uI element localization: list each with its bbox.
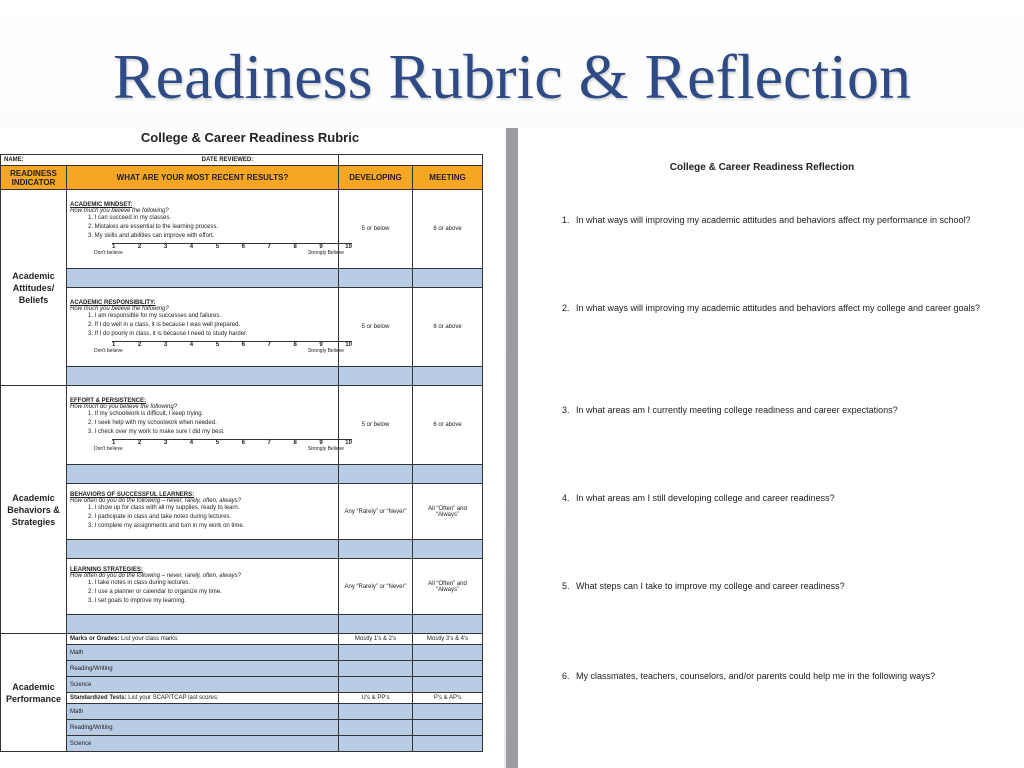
answer-cell[interactable]	[413, 704, 483, 720]
answer-cell[interactable]	[413, 661, 483, 677]
meeting-value: All “Often” and “Always”	[413, 484, 483, 540]
developing-value: 5 or below	[339, 288, 413, 367]
answer-cell[interactable]	[339, 367, 413, 386]
section-question: How much you believe the following?	[70, 306, 169, 312]
section-head: LEARNING STRATEGIES:	[70, 567, 143, 573]
answer-cell[interactable]	[413, 615, 483, 634]
list-item: 2. Mistakes are essential to the learning process.	[88, 224, 219, 230]
subject-row[interactable]: Science	[67, 677, 339, 693]
list-item: 3. If I do poorly in class, it is because I need to study harder.	[88, 331, 248, 337]
marks-developing: Mostly 1's & 2's	[339, 634, 413, 645]
header-results: WHAT ARE YOUR MOST RECENT RESULTS?	[67, 166, 339, 190]
reflection-question: 4. In what areas am I still developing college and career readiness?	[562, 493, 835, 503]
answer-cell[interactable]	[413, 645, 483, 661]
date-field[interactable]	[339, 155, 483, 166]
section-responsibility	[67, 288, 352, 367]
subject-row[interactable]: Reading/Writing	[67, 661, 339, 677]
marks-row: Marks or Grades: List your class marks:	[67, 634, 339, 645]
answer-cell[interactable]	[413, 677, 483, 693]
list-item: 1. I show up for class with all my supplies, ready to learn.	[88, 505, 240, 511]
answer-cell[interactable]	[413, 465, 483, 484]
name-field[interactable]	[1, 155, 339, 166]
section-question: How much do you believe the following?	[70, 404, 178, 410]
answer-cell[interactable]	[339, 704, 413, 720]
section-head: EFFORT & PERSISTENCE:	[70, 398, 147, 404]
section-strategies	[67, 559, 339, 615]
answer-cell[interactable]	[339, 615, 413, 634]
list-item: 1. I am responsible for my successes and failures.	[88, 313, 222, 319]
reflection-question: 1. In what ways will improving my academic attitudes and behaviors affect my performance in school?	[562, 215, 971, 225]
list-item: 2. If I do well in a class, it is because I was well prepared.	[88, 322, 241, 328]
answer-cell[interactable]	[67, 465, 339, 484]
reflection-question: 3. In what areas am I currently meeting college readiness and career expectations?	[562, 405, 898, 415]
indicator-attitudes: Academic Attitudes/ Beliefs	[1, 190, 67, 386]
answer-cell[interactable]	[67, 367, 339, 386]
answer-cell[interactable]	[67, 269, 339, 288]
answer-cell[interactable]	[413, 367, 483, 386]
slide-title: Readiness Rubric & Reflection	[112, 41, 912, 112]
meeting-value: 6 or above	[413, 386, 483, 465]
answer-cell[interactable]	[339, 736, 413, 752]
answer-cell[interactable]	[339, 645, 413, 661]
developing-value: Any “Rarely” or “Never”	[339, 484, 413, 540]
answer-cell[interactable]	[339, 269, 413, 288]
rubric-page	[0, 128, 504, 768]
rating-scale[interactable]: 1 2 3 4 5 6 7 8 9 10	[112, 244, 352, 250]
answer-cell[interactable]	[339, 540, 413, 559]
list-item: 1. I can succeed in my classes.	[88, 215, 172, 221]
scale-left-label: Don't believe	[94, 446, 123, 452]
test-subject-row[interactable]: Math	[67, 704, 339, 720]
answer-cell[interactable]	[67, 540, 339, 559]
answer-cell[interactable]	[413, 720, 483, 736]
meeting-value: 6 or above	[413, 288, 483, 367]
developing-value: 5 or below	[339, 386, 413, 465]
list-item: 1. If my schoolwork is difficult, I keep trying.	[88, 411, 204, 417]
answer-cell[interactable]	[413, 736, 483, 752]
header-indicator: READINESS INDICATOR	[1, 166, 67, 190]
name-label: NAME:	[4, 157, 24, 163]
reflection-question: 5. What steps can I take to improve my college and career readiness?	[562, 581, 845, 591]
section-head: ACADEMIC RESPONSIBILITY:	[70, 300, 156, 306]
answer-cell[interactable]	[67, 615, 339, 634]
marks-meeting: Mostly 3's & 4's	[413, 634, 483, 645]
list-item: 1. I take notes in class during lectures.	[88, 580, 191, 586]
answer-cell[interactable]	[339, 465, 413, 484]
answer-cell[interactable]	[339, 677, 413, 693]
list-item: 3. I check over my work to make sure I did my best.	[88, 429, 225, 435]
section-question: How much you believe the following?	[70, 208, 169, 214]
reflection-page	[518, 128, 1024, 768]
reflection-title: College & Career Readiness Reflection	[669, 162, 855, 173]
section-question: How often do you do the following – never, rarely, often, always?	[70, 573, 241, 579]
section-head: BEHAVIORS OF SUCCESSFUL LEARNERS:	[70, 492, 195, 498]
rating-scale[interactable]: 1 2 3 4 5 6 7 8 9 10	[112, 342, 352, 348]
scale-left-label: Don't believe	[94, 250, 123, 256]
section-behaviors	[67, 484, 339, 540]
list-item: 3. I set goals to improve my learning.	[88, 598, 187, 604]
tests-developing: U's & PP's	[339, 693, 413, 704]
rubric-table	[0, 154, 483, 752]
list-item: 2. I seek help with my schoolwork when needed.	[88, 420, 217, 426]
reflection-question: 2. In what ways will improving my academic attitudes and behaviors affect my college and career goals?	[562, 303, 981, 313]
list-item: 3. My skills and abilities can improve with effort.	[88, 233, 215, 239]
answer-cell[interactable]	[339, 661, 413, 677]
developing-value: 5 or below	[339, 190, 413, 269]
section-head: ACADEMIC MINDSET:	[70, 202, 133, 208]
test-subject-row[interactable]: Reading/Writing	[67, 720, 339, 736]
tests-meeting: P's & AP's	[413, 693, 483, 704]
scale-left-label: Don't believe	[94, 348, 123, 354]
answer-cell[interactable]	[339, 720, 413, 736]
scale-right-label: Strongly Believe	[307, 250, 344, 256]
meeting-value: 6 or above	[413, 190, 483, 269]
list-item: 3. I complete my assignments and turn in my work on time.	[88, 523, 245, 529]
list-item: 2. I participate in class and take notes during lectures.	[88, 514, 232, 520]
tests-row: Standardized Tests: List your SCAP/TCAP last scores:	[67, 693, 339, 704]
rubric-title: College & Career Readiness Rubric	[140, 130, 360, 145]
scale-right-label: Strongly Believe	[307, 446, 344, 452]
page-divider	[506, 128, 518, 768]
meeting-value: All “Often” and “Always”	[413, 559, 483, 615]
section-question: How often do you do the following – never, rarely, often, always?	[70, 498, 241, 504]
indicator-behaviors: Academic Behaviors & Strategies	[1, 386, 67, 634]
section-mindset	[67, 190, 352, 269]
subject-row[interactable]: Math	[67, 645, 339, 661]
indicator-performance: Academic Performance	[1, 634, 67, 752]
developing-value: Any “Rarely” or “Never”	[339, 559, 413, 615]
scale-right-label: Strongly Believe	[307, 348, 344, 354]
rating-scale[interactable]: 1 2 3 4 5 6 7 8 9 10	[112, 440, 352, 446]
reflection-question: 6. My classmates, teachers, counselors, and/or parents could help me in the following ways?	[562, 671, 936, 681]
date-label: DATE REVIEWED:	[201, 157, 254, 163]
header-developing: DEVELOPING	[339, 166, 413, 190]
answer-cell[interactable]	[413, 269, 483, 288]
section-effort	[67, 386, 352, 465]
header-meeting: MEETING	[413, 166, 483, 190]
answer-cell[interactable]	[413, 540, 483, 559]
test-subject-row[interactable]: Science	[67, 736, 339, 752]
list-item: 2. I use a planner or calendar to organize my time.	[88, 589, 222, 595]
